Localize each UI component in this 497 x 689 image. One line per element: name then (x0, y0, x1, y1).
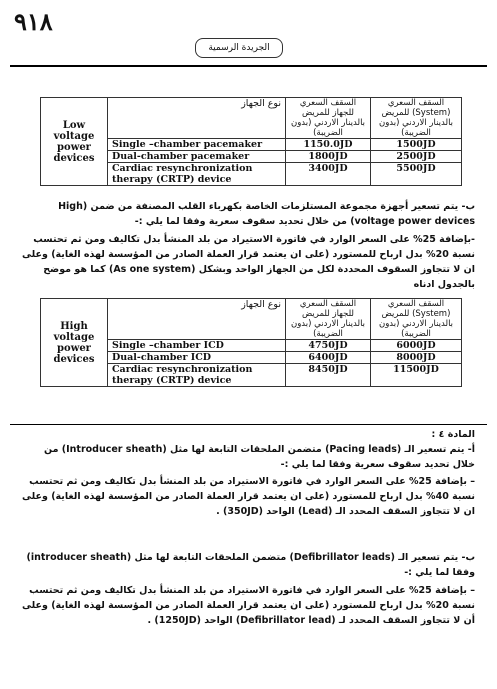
paragraph-b-high-voltage-bullet: -بإضافة 25% على السعر الوارد في فاتورة الاستيراد من بلد المنشأ بدل تكاليف ومن ثم تحتسب نسبة 20% بدل ارباح للمستورد (على ان يعتمد قرار العملة الصادر من المؤسسة لهذه الغاية) وعلى ان لا تتجاوز السقوف المحددة لكل من الجهاز الواحد وبشكل (As one system) كما هو موضح بالجدول ادناه (22, 234, 475, 290)
patient-price-header: السقف السعري للجهاز للمريض بالدينار الاردني (بدون الضريبة) (286, 98, 371, 139)
system-price-header: السقف السعري (System) للمريض بالدينار الاردني (بدون الضريبة) (371, 299, 462, 340)
article-heading: المادة ٤ : (431, 429, 475, 440)
system-price-header: السقف السعري (System) للمريض بالدينار الاردني (بدون الضريبة) (371, 98, 462, 139)
device-name: Single –chamber ICD (108, 340, 286, 352)
system-price: 1500JD (371, 139, 462, 151)
section-divider (10, 424, 487, 425)
paragraph-b-defibrillator-leads-bullet: – بإضافة 25% على السعر الوارد في فاتورة الاستيراد من بلد المنشأ بدل تكاليف ومن ثم تحتسب نسبة 20% بدل ارباح للمستورد (على ان يعتمد قرار العملة الصادر من المؤسسة لهذه الغاية) وعلى أن لا تتجاوز السقف المحدد لـ (Defibrillator lead) الواحد (1250JD) . (22, 585, 475, 626)
patient-price: 8450JD (286, 364, 371, 387)
device-name: Cardiac resynchronization therapy (CRTP) device (108, 364, 286, 387)
patient-price: 1150.0JD (286, 139, 371, 151)
system-price: 11500JD (371, 364, 462, 387)
device-name: Single –chamber pacemaker (108, 139, 286, 151)
system-price: 5500JD (371, 163, 462, 186)
table-header-row (41, 98, 462, 139)
device-name: Dual-chamber pacemaker (108, 151, 286, 163)
patient-price: 6400JD (286, 352, 371, 364)
system-price: 2500JD (371, 151, 462, 163)
low-voltage-price-table (40, 97, 462, 186)
paragraph-a-pacing-leads-bullet: – بإضافة 25% على السعر الوارد في فاتورة الاستيراد من بلد المنشأ بدل تكاليف ومن ثم تحتسب نسبة 40% بدل ارباح للمستورد (على ان يعتمد قرار العملة الصادر من المؤسسة لهذه الغاية) وعلى ان لا تتجاوز السقف المحدد الـ (Lead) الواحد (350JD) . (22, 476, 475, 517)
header-divider (10, 65, 487, 67)
patient-price-header: السقف السعري للجهاز للمريض بالدينار الاردني (بدون الضريبة) (286, 299, 371, 340)
patient-price: 3400JD (286, 163, 371, 186)
device-type-header: نوع الجهاز (108, 299, 286, 340)
device-name: Cardiac resynchronization therapy (CRTP) device (108, 163, 286, 186)
high-voltage-price-table (40, 298, 462, 387)
patient-price: 1800JD (286, 151, 371, 163)
device-name: Dual-chamber ICD (108, 352, 286, 364)
category-cell: High voltage power devices (41, 299, 108, 387)
device-type-header: نوع الجهاز (108, 98, 286, 139)
paragraph-b-high-voltage: ب- يتم تسعير أجهزة مجموعة المستلزمات الخاصة بكهرباء القلب المصنفة من ضمن (High voltage power devices) من خلال تحديد سقوف سعرية وفقا لما يلي :- (58, 201, 475, 227)
gazette-title: الجريدة الرسمية (195, 38, 283, 58)
system-price: 6000JD (371, 340, 462, 352)
table-header-row (41, 299, 462, 340)
paragraph-b-defibrillator-leads: ب- يتم تسعير الـ (Defibrillator leads) متضمن الملحقات التابعة لها مثل (introducer sheath) وفقا لما يلي :- (26, 552, 475, 578)
system-price: 8000JD (371, 352, 462, 364)
paragraph-a-pacing-leads: أ- يتم تسعير الـ (Pacing leads) متضمن الملحقات التابعة لها مثل (Introducer sheath) من خلال تحديد سقوف سعرية وفقا لما يلي :- (44, 444, 475, 470)
category-cell: Low voltage power devices (41, 98, 108, 186)
page-number: ٩١٨ (14, 10, 53, 36)
patient-price: 4750JD (286, 340, 371, 352)
